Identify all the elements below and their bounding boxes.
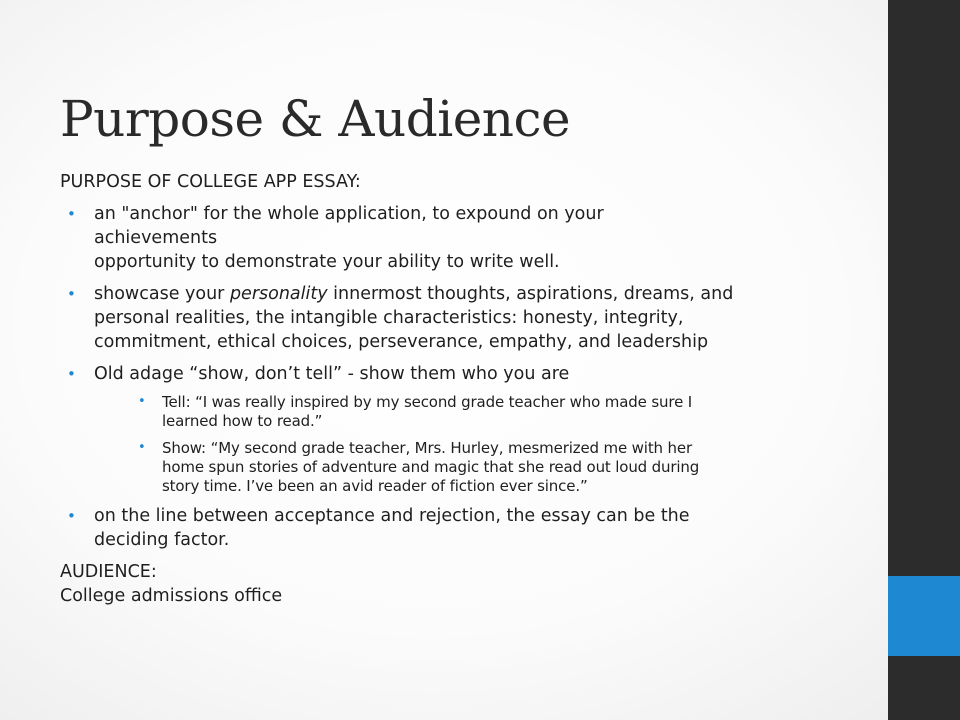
bullet-line: opportunity to demonstrate your ability to write well. [94, 252, 560, 272]
purpose-heading: PURPOSE OF COLLEGE APP ESSAY: [60, 172, 361, 192]
bullet-dot-icon: • [138, 440, 146, 455]
sub-bullet-line: Show: “My second grade teacher, Mrs. Hurley, mesmerized me with her [162, 439, 692, 457]
bullet-line: commitment, ethical choices, perseverance, empathy, and leadership [94, 332, 709, 352]
sub-bullet-line: story time. I’ve been an avid reader of fiction ever since.” [162, 477, 588, 495]
sub-bullet-list [94, 393, 860, 496]
bullet-personality [60, 282, 860, 354]
bullet-line: achievements [94, 228, 218, 248]
bullet-line: on the line between acceptance and rejection, the essay can be the [94, 506, 690, 526]
sub-bullet-line: learned how to read.” [162, 412, 323, 430]
bullet-dot-icon: • [67, 285, 76, 303]
audience-heading: AUDIENCE: [60, 562, 157, 582]
bullet-line: personal realities, the intangible characteristics: honesty, integrity, [94, 308, 684, 328]
bullet-deciding-factor [60, 504, 860, 552]
bullet-line [94, 282, 860, 306]
sidebar-accent-block [888, 576, 960, 656]
bullet-dot-icon: • [67, 205, 76, 223]
bullet-prefix: showcase your [94, 284, 230, 304]
bullet-emphasis: personality [229, 284, 328, 304]
slide-title: Purpose & Audience [60, 89, 571, 148]
bullet-line: Old adage “show, don’t tell” - show them who you are [94, 364, 570, 384]
bullet-dot-icon: • [67, 365, 76, 383]
bullet-line: an "anchor" for the whole application, to expound on your [94, 204, 604, 224]
bullet-dot-icon: • [67, 507, 76, 525]
audience-text: College admissions office [60, 586, 283, 606]
sub-bullet-line: Tell: “I was really inspired by my second grade teacher who made sure I [162, 393, 693, 411]
bullet-show-dont-tell [60, 362, 860, 496]
bullet-dot-icon: • [138, 394, 146, 409]
sub-bullet-tell [94, 393, 860, 431]
sub-bullet-line: home spun stories of adventure and magic that she read out loud during [162, 458, 700, 476]
purpose-bullet-list [60, 202, 860, 552]
bullet-anchor [60, 202, 860, 274]
slide-body [60, 170, 860, 608]
bullet-line-rest: innermost thoughts, aspirations, dreams, and [327, 284, 734, 304]
bullet-line: deciding factor. [94, 530, 230, 550]
sub-bullet-show [94, 439, 860, 496]
